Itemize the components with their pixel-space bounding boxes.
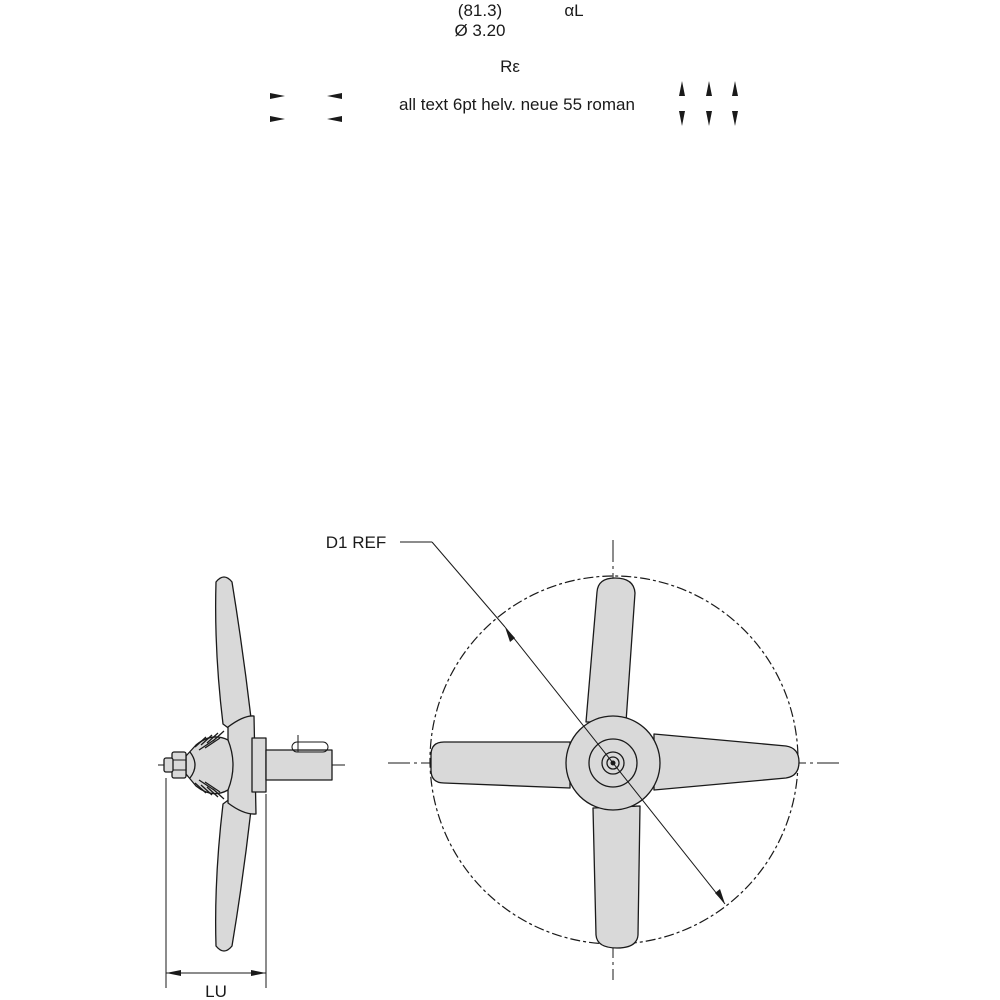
- arrowhead-left-icon: [327, 93, 342, 99]
- arrowhead-up-left-icon: [505, 627, 515, 642]
- legend-value-diameter: Ø 3.20: [454, 21, 506, 40]
- front-blade-bottom: [593, 806, 640, 948]
- arrowhead-right-icon: [251, 970, 266, 976]
- arrowhead-up-icon: [679, 81, 685, 96]
- arrowhead-right-icon: [270, 93, 285, 99]
- horizontal-arrowhead-samples: [270, 93, 342, 122]
- front-blade-top: [586, 578, 635, 722]
- side-view: [158, 577, 345, 1000]
- lu-label: LU: [205, 982, 227, 1000]
- arrowhead-down-right-icon: [715, 889, 725, 904]
- vertical-arrowhead-samples: [679, 81, 738, 126]
- legend-symbol-r-epsilon: Rε: [500, 57, 520, 76]
- side-nut: [172, 752, 186, 778]
- arrowhead-right-icon: [270, 116, 285, 122]
- style-legend: [270, 1, 738, 126]
- side-tip: [164, 758, 173, 772]
- side-upper-blade: [216, 577, 251, 730]
- arrowhead-up-icon: [732, 81, 738, 96]
- side-shaft: [266, 750, 332, 780]
- legend-font-note: all text 6pt helv. neue 55 roman: [399, 95, 635, 114]
- arrowhead-down-icon: [706, 111, 712, 126]
- arrowhead-left-icon: [327, 116, 342, 122]
- side-hub-collar: [252, 738, 266, 792]
- arrowhead-up-icon: [706, 81, 712, 96]
- front-blade-left: [431, 742, 570, 788]
- front-blade-right: [654, 734, 799, 790]
- d1-ref-label: D1 REF: [325, 533, 387, 552]
- legend-symbol-alpha-l: αL: [564, 1, 584, 20]
- front-view: [326, 533, 842, 980]
- arrowhead-left-icon: [166, 970, 181, 976]
- d1-ref-leader-diagonal: [432, 542, 505, 627]
- legend-value-paren: (81.3): [457, 1, 503, 20]
- arrowhead-down-icon: [732, 111, 738, 126]
- side-lower-blade: [216, 798, 251, 951]
- arrowhead-down-icon: [679, 111, 685, 126]
